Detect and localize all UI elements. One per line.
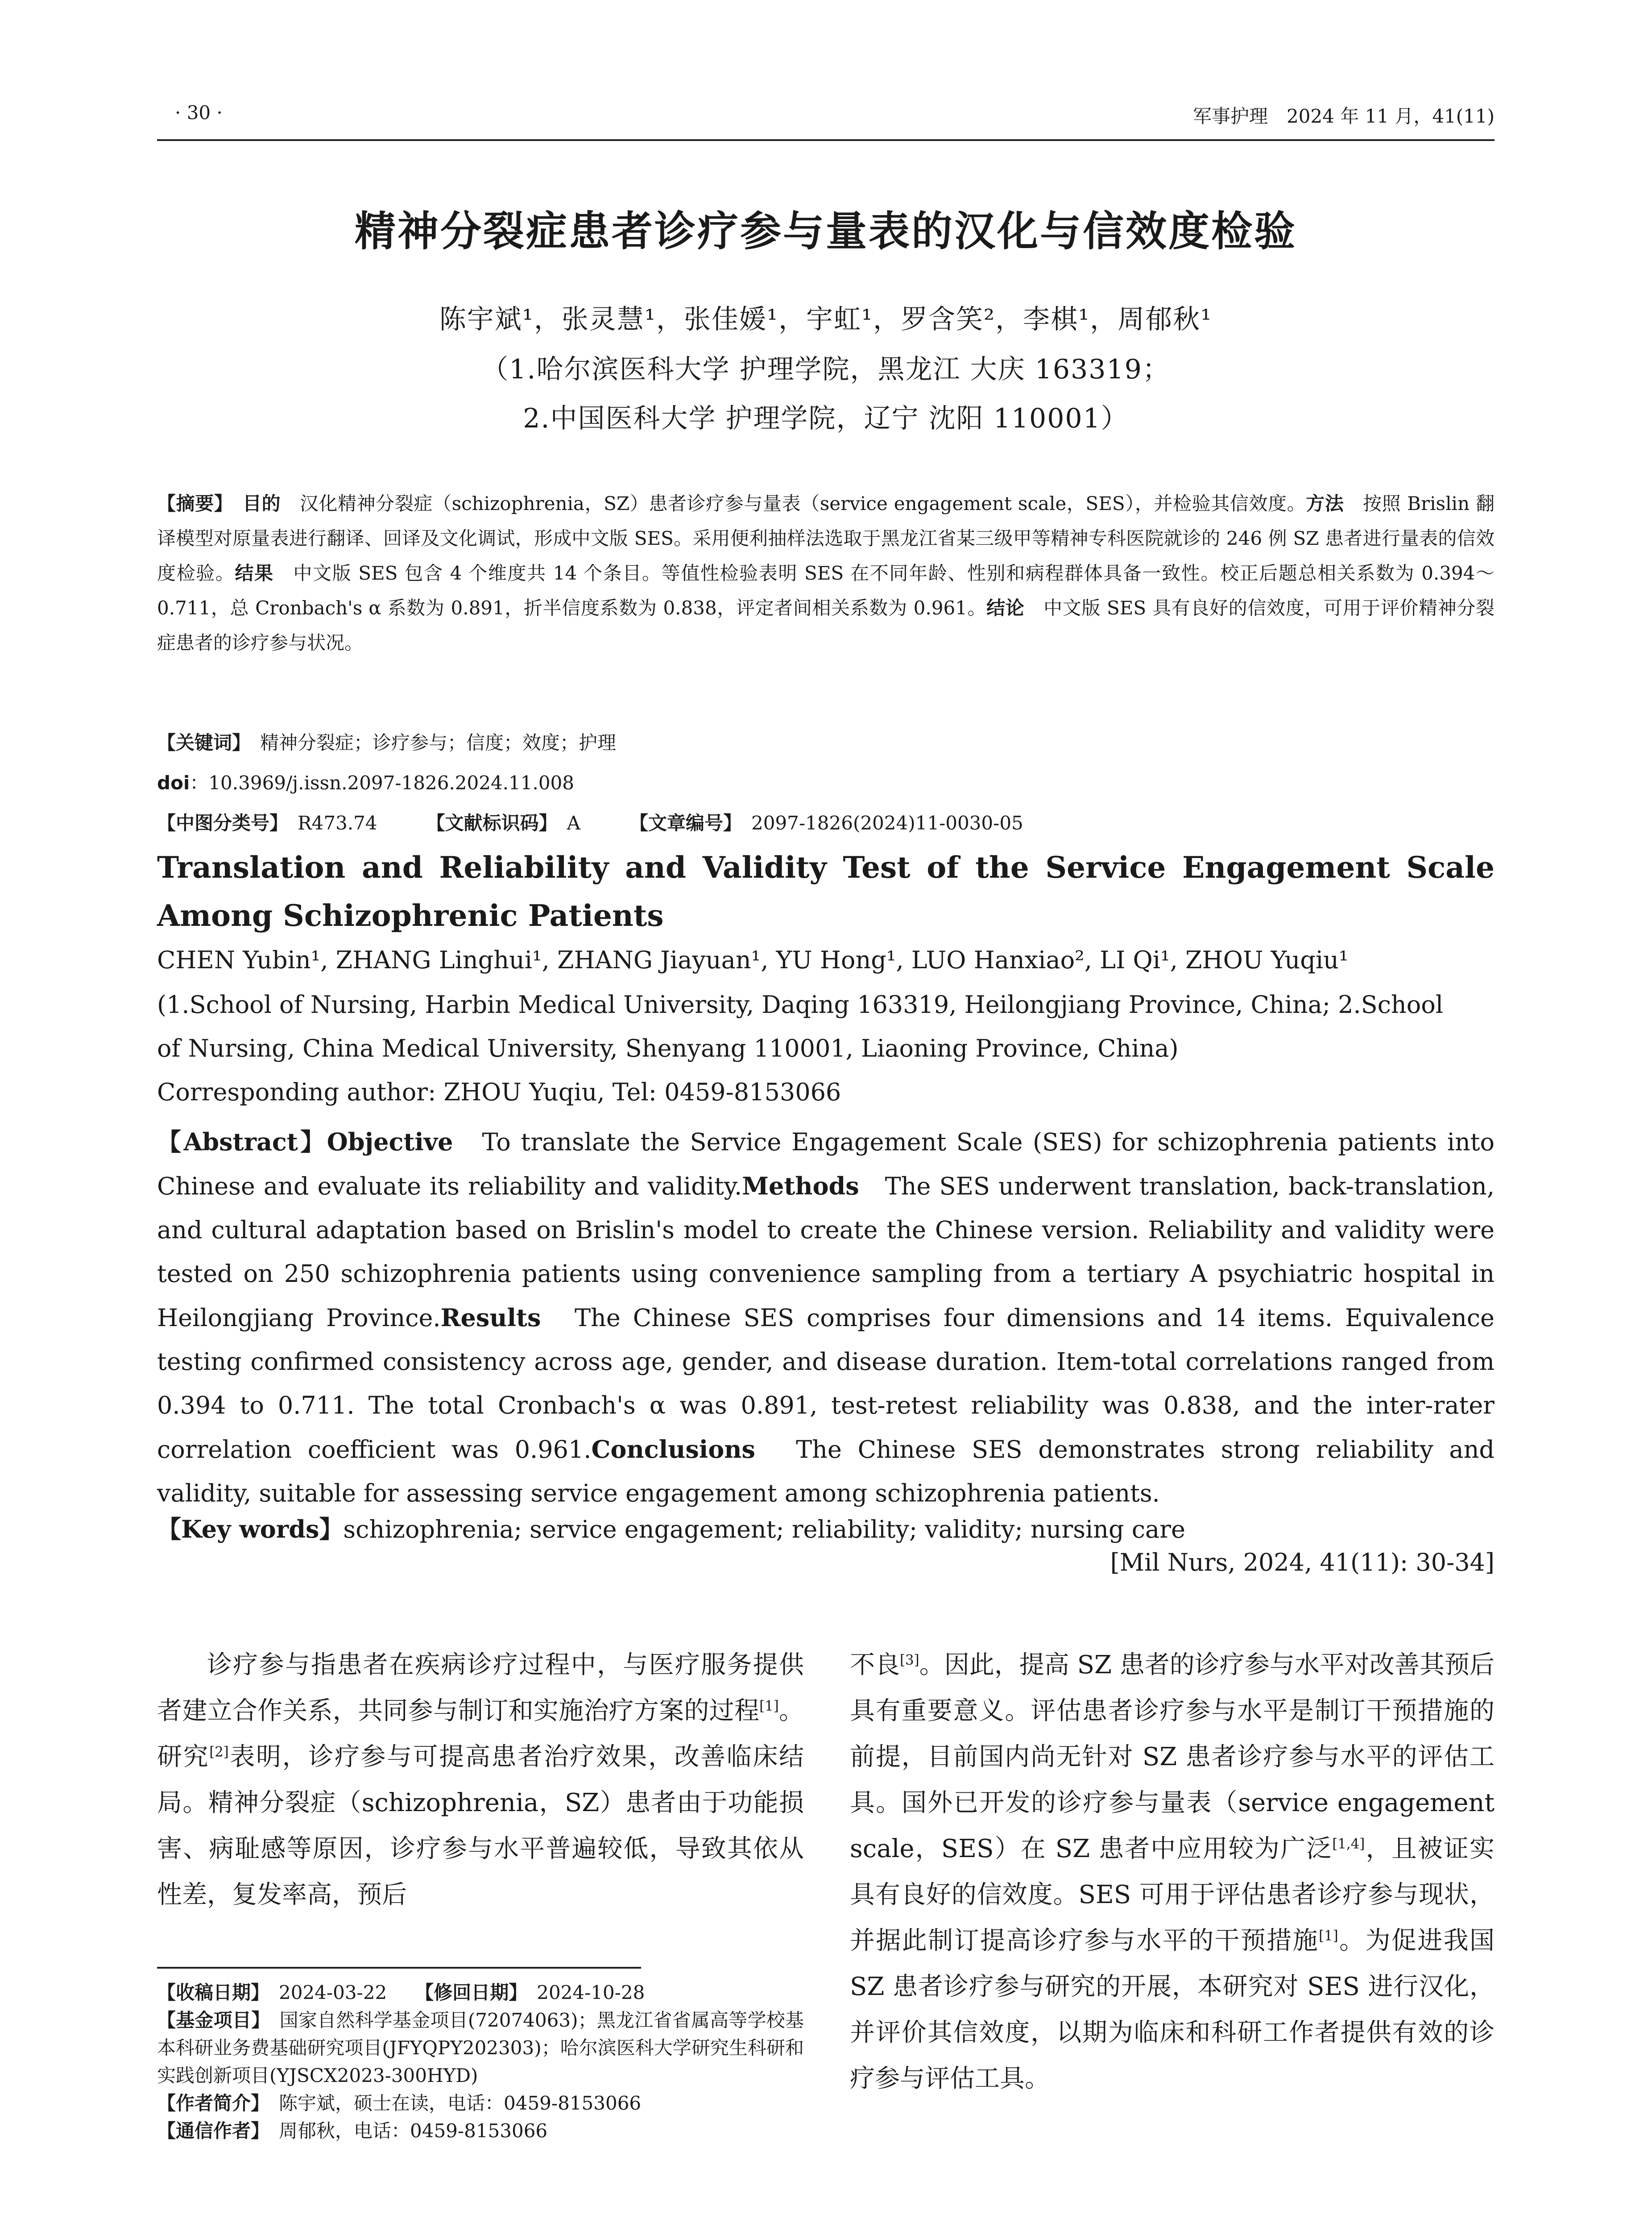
english-keywords: 【Key words】schizophrenia; service engagement; reliability; validity; nursing care: [157, 1515, 1185, 1543]
citation: [Mil Nurs, 2024, 41(11): 30-34]: [1110, 1548, 1495, 1576]
running-header: [157, 102, 1495, 129]
page-number: · 30 ·: [175, 102, 223, 124]
author-bio: 【作者简介】 陈宇斌，硕士在读，电话：0459-8153066: [157, 2092, 642, 2114]
received-dates: 【收稿日期】 2024-03-22 【修回日期】 2024-10-28: [157, 1982, 645, 2003]
chinese-abstract: 【摘要】 目的 汉化精神分裂症（schizophrenia，SZ）患者诊疗参与量表（service engagement scale，SES），并检验其信效度。方法 按照 Brislin 翻译模型对原量表进行翻译、回译及文化调试，形成中文版 SES。采用便利抽样法选取于黑龙江省某三级甲等精神专科医院就诊的 246 例 SZ 患者进行量表的信效度检验。结果 中文版 SES 包含 4 个维度共 14 个条目。等值性检验表明 SES 在不同年龄、性别和病程群体具备一致性。校正后题总相关系数为 0.394～0.711，总 Cronbach's α 系数为 0.891，折半信度系数为 0.838，评定者间相关系数为 0.961。结论 中文版 SES 具有良好的信效度，可用于评价精神分裂症患者的诊疗参与状况。: [157, 493, 1495, 654]
doi-line: doi：10.3969/j.issn.2097-1826.2024.11.008: [157, 772, 574, 794]
english-title: Translation and Reliability and Validity Test of the Service Engagement Scale Among Schizophrenic Patients: [157, 850, 1495, 933]
body-right-column: 不良[3]。因此，提高 SZ 患者的诊疗参与水平对改善其预后具有重要意义。评估患者诊疗参与水平是制订干预措施的前提，目前国内尚无针对 SZ 患者诊疗参与水平的评估工具。国外已开发的诊疗参与量表（service engagement scale，SES）在 SZ 患者中应用较为广泛[1,4]，且被证实具有良好的信效度。SES 可用于评估患者诊疗参与现状，并据此制订提高诊疗参与水平的干预措施[1]。为促进我国 SZ 患者诊疗参与研究的开展，本研究对 SES 进行汉化，并评价其信效度，以期为临床和科研工作者提供有效的诊疗参与评估工具。: [850, 1650, 1495, 2093]
reference-marker[interactable]: [3]: [900, 1652, 919, 1668]
reference-marker[interactable]: [1,4]: [1332, 1836, 1365, 1852]
author-list: 陈宇斌¹，张灵慧¹，张佳媛¹，宇虹¹，罗含笑²，李棋¹，周郁秋¹: [439, 304, 1213, 335]
paper-title: 精神分裂症患者诊疗参与量表的汉化与信效度检验: [354, 207, 1297, 255]
chinese-keywords: 【关键词】 精神分裂症；诊疗参与；信度；效度；护理: [157, 732, 617, 754]
affiliation-line-2: 2.中国医科大学 护理学院，辽宁 沈阳 110001）: [523, 403, 1129, 434]
footnote-rule: [157, 1967, 641, 1969]
reference-marker[interactable]: [1]: [1319, 1928, 1338, 1944]
footnotes: [157, 1979, 804, 2145]
header-rule: [157, 139, 1495, 141]
corresponding-info: 【通信作者】 周郁秋，电话：0459-8153066: [157, 2120, 548, 2142]
reference-marker[interactable]: [1]: [759, 1698, 779, 1714]
english-authors: CHEN Yubin¹, ZHANG Linghui¹, ZHANG Jiayuan¹, YU Hong¹, LUO Hanxiao², LI Qi¹, ZHOU Yuqiu¹: [157, 946, 1349, 974]
body-left-column: 诊疗参与指患者在疾病诊疗过程中，与医疗服务提供者建立合作关系，共同参与制订和实施治疗方案的过程[1]。研究[2]表明，诊疗参与可提高患者治疗效果，改善临床结局。精神分裂症（schizophrenia，SZ）患者由于功能损害、病耻感等原因，诊疗参与水平普遍较低，导致其依从性差，复发率高，预后: [157, 1650, 804, 1909]
fund-info: 【基金项目】 国家自然科学基金项目(72074063)；黑龙江省省属高等学校基本科研业务费基础研究项目(JFYQPY202303)；哈尔滨医科大学研究生科研和实践创新项目(YJSCX2023-300HYD): [157, 2009, 804, 2086]
english-abstract: 【Abstract】Objective To translate the Service Engagement Scale (SES) for schizophrenia patients into Chinese and evaluate its reliability and validity.Methods The SES underwent translation, back-translation, and cultural adaptation based on Brislin's model to create the Chinese version. Reliability and validity were tested on 250 schizophrenia patients using convenience sampling from a tertiary A psychiatric hospital in Heilongjiang Province.Results The Chinese SES comprises four dimensions and 14 items. Equivalence testing confirmed consistency across age, gender, and disease duration. Item-total correlations ranged from 0.394 to 0.711. The total Cronbach's α was 0.891, test-retest reliability was 0.838, and the inter-rater correlation coefficient was 0.961.Conclusions The Chinese SES demonstrates strong reliability and validity, suitable for assessing service engagement among schizophrenia patients.: [157, 1128, 1495, 1507]
affiliation-line-1: （1.哈尔滨医科大学 护理学院，黑龙江 大庆 163319；: [481, 354, 1170, 385]
english-affiliation-line-2: of Nursing, China Medical University, Shenyang 110001, Liaoning Province, China): [157, 1034, 1179, 1062]
english-affiliation-line-1: (1.School of Nursing, Harbin Medical University, Daqing 163319, Heilongjiang Province, China; 2.School: [157, 991, 1443, 1019]
corresponding-author: Corresponding author: ZHOU Yuqiu, Tel: 0459-8153066: [157, 1078, 841, 1106]
reference-marker[interactable]: [2]: [209, 1744, 229, 1760]
journal-info: 军事护理 2024 年 11 月，41(11): [1192, 105, 1495, 127]
classification-line: 【中图分类号】 R473.74 【文献标识码】 A 【文章编号】 2097-1826(2024)11-0030-05: [157, 812, 1023, 834]
